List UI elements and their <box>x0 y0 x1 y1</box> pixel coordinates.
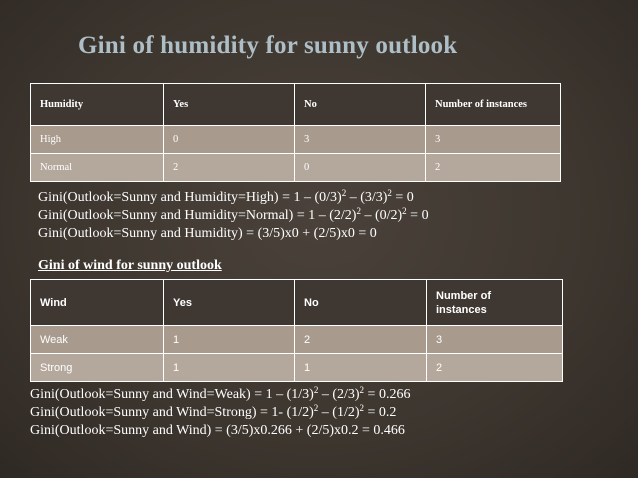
table-row <box>31 126 561 154</box>
table-cell: 0 <box>295 154 426 182</box>
table-cell: 2 <box>164 154 295 182</box>
table-cell: 2 <box>427 354 563 382</box>
column-header: Number of instances <box>426 84 561 126</box>
table-cell: Normal <box>31 154 164 182</box>
formula-line: Gini(Outlook=Sunny and Humidity) = (3/5)x0 + (2/5)x0 = 0 <box>38 226 377 241</box>
table-cell: 2 <box>295 326 427 354</box>
column-header: Number of instances <box>427 280 563 326</box>
table-cell: 1 <box>295 354 427 382</box>
table-cell: High <box>31 126 164 154</box>
table-row <box>31 326 563 354</box>
formula-line: Gini(Outlook=Sunny and Humidity=Normal) = $1 - (2/2)^2 - (0/2)^2 = 0$ <box>38 206 429 223</box>
table-cell: 3 <box>427 326 563 354</box>
table-cell: 3 <box>295 126 426 154</box>
slide-title: Gini of humidity for sunny outlook <box>78 32 458 59</box>
table-cell: 2 <box>426 154 561 182</box>
column-header: No <box>295 280 427 326</box>
column-header: Yes <box>164 84 295 126</box>
column-header: Humidity <box>31 84 164 126</box>
formula-line: Gini(Outlook=Sunny and Wind=Strong) = 1- $(1/2)^2 - (1/2)^2 = 0.2$ <box>30 403 397 420</box>
column-header: No <box>295 84 426 126</box>
formula-line: Gini(Outlook=Sunny and Humidity=High) = $1 - (0/3)^2 - (3/3)^2 = 0$ <box>38 188 414 205</box>
table-cell: 3 <box>426 126 561 154</box>
table-row <box>31 154 561 182</box>
humidity-table <box>30 83 561 182</box>
column-header: Wind <box>31 280 164 326</box>
formula-line: Gini(Outlook=Sunny and Wind=Weak) = $1 - (1/3)^2 - (2/3)^2 = 0.266$ <box>30 385 411 402</box>
table-cell: 1 <box>164 354 295 382</box>
table-cell: 0 <box>164 126 295 154</box>
table-row <box>31 354 563 382</box>
table-header-row <box>31 84 561 126</box>
column-header: Yes <box>164 280 295 326</box>
humidity-formulas <box>38 189 429 243</box>
table-cell: Weak <box>31 326 164 354</box>
formula-line: Gini(Outlook=Sunny and Wind) = (3/5)x0.266 + (2/5)x0.2 = 0.466 <box>30 423 405 438</box>
wind-table <box>30 279 563 382</box>
wind-subheading: Gini of wind for sunny outlook <box>38 258 222 273</box>
table-cell: Strong <box>31 354 164 382</box>
wind-formulas <box>30 386 410 440</box>
table-header-row <box>31 280 563 326</box>
table-cell: 1 <box>164 326 295 354</box>
